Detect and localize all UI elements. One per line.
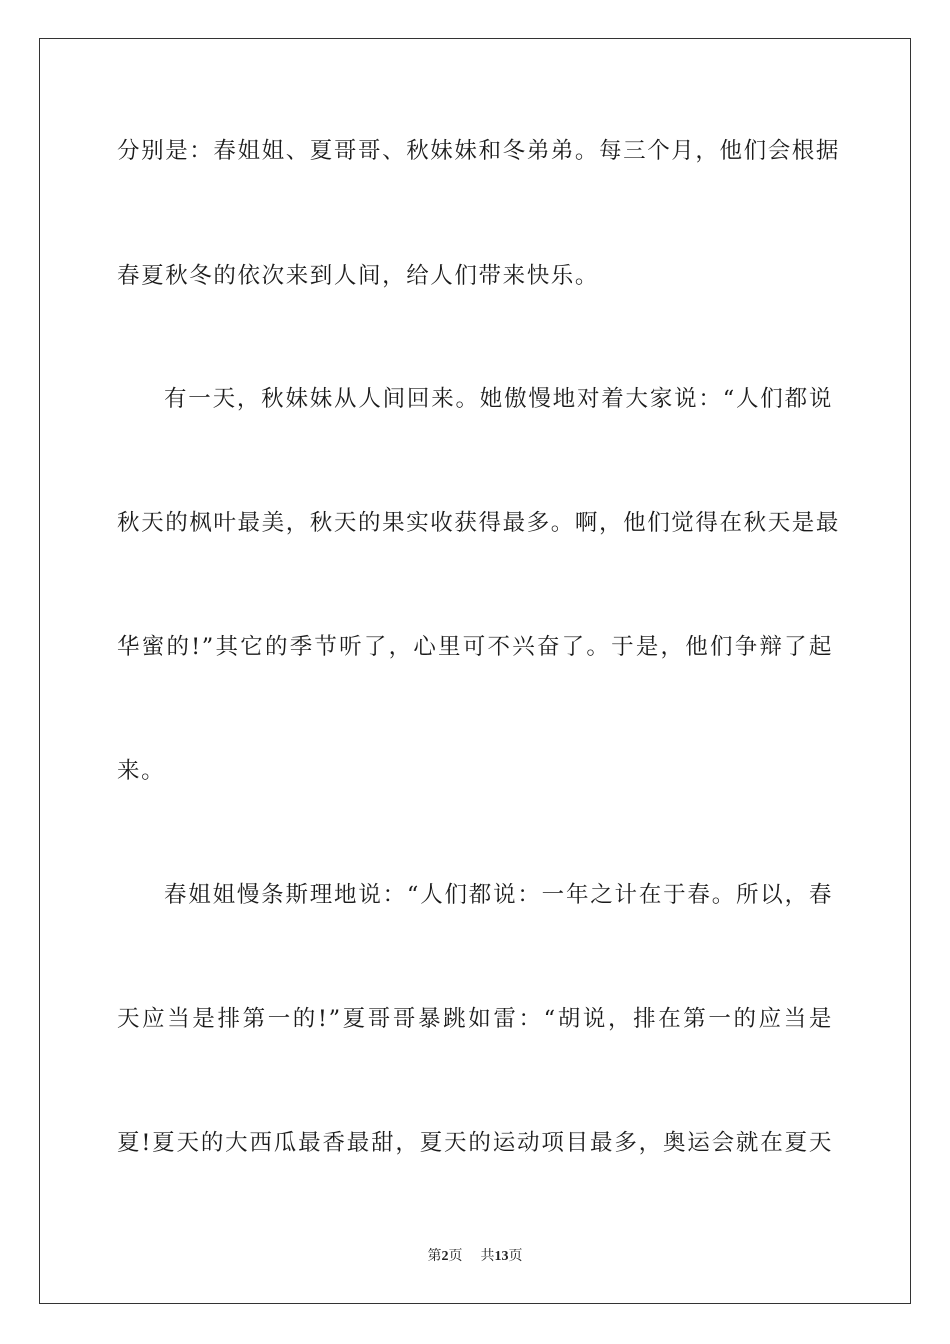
- text-line: 华蜜的!”其它的季节听了，心里可不兴奋了。于是，他们争辩了起: [117, 634, 833, 660]
- page-footer: [0, 1247, 950, 1267]
- text-line: 分别是：春姐姐、夏哥哥、秋妹妹和冬弟弟。每三个月，他们会根据: [117, 138, 841, 164]
- text-line: 天应当是排第一的!”夏哥哥暴跳如雷：“胡说，排在第一的应当是: [117, 1006, 833, 1032]
- page-suffix: 页: [448, 1249, 463, 1264]
- page-border: [39, 38, 911, 1304]
- total-prefix: 共: [480, 1249, 495, 1264]
- page-number: 2: [441, 1249, 449, 1264]
- page-prefix: 第: [427, 1249, 442, 1264]
- text-line: 夏!夏天的大西瓜最香最甜，夏天的运动项目最多，奥运会就在夏天: [117, 1130, 833, 1156]
- text-line: 春夏秋冬的依次来到人间，给人们带来快乐。: [117, 263, 600, 289]
- text-line: 来。: [117, 758, 166, 784]
- text-line: 秋天的枫叶最美，秋天的果实收获得最多。啊，他们觉得在秋天是最: [117, 510, 841, 536]
- text-line: 有一天，秋妹妹从人间回来。她傲慢地对着大家说：“人们都说: [164, 386, 833, 412]
- total-suffix: 页: [508, 1249, 523, 1264]
- total-pages: 13: [494, 1249, 509, 1264]
- text-line: 春姐姐慢条斯理地说：“人们都说：一年之计在于春。所以，春: [164, 882, 833, 908]
